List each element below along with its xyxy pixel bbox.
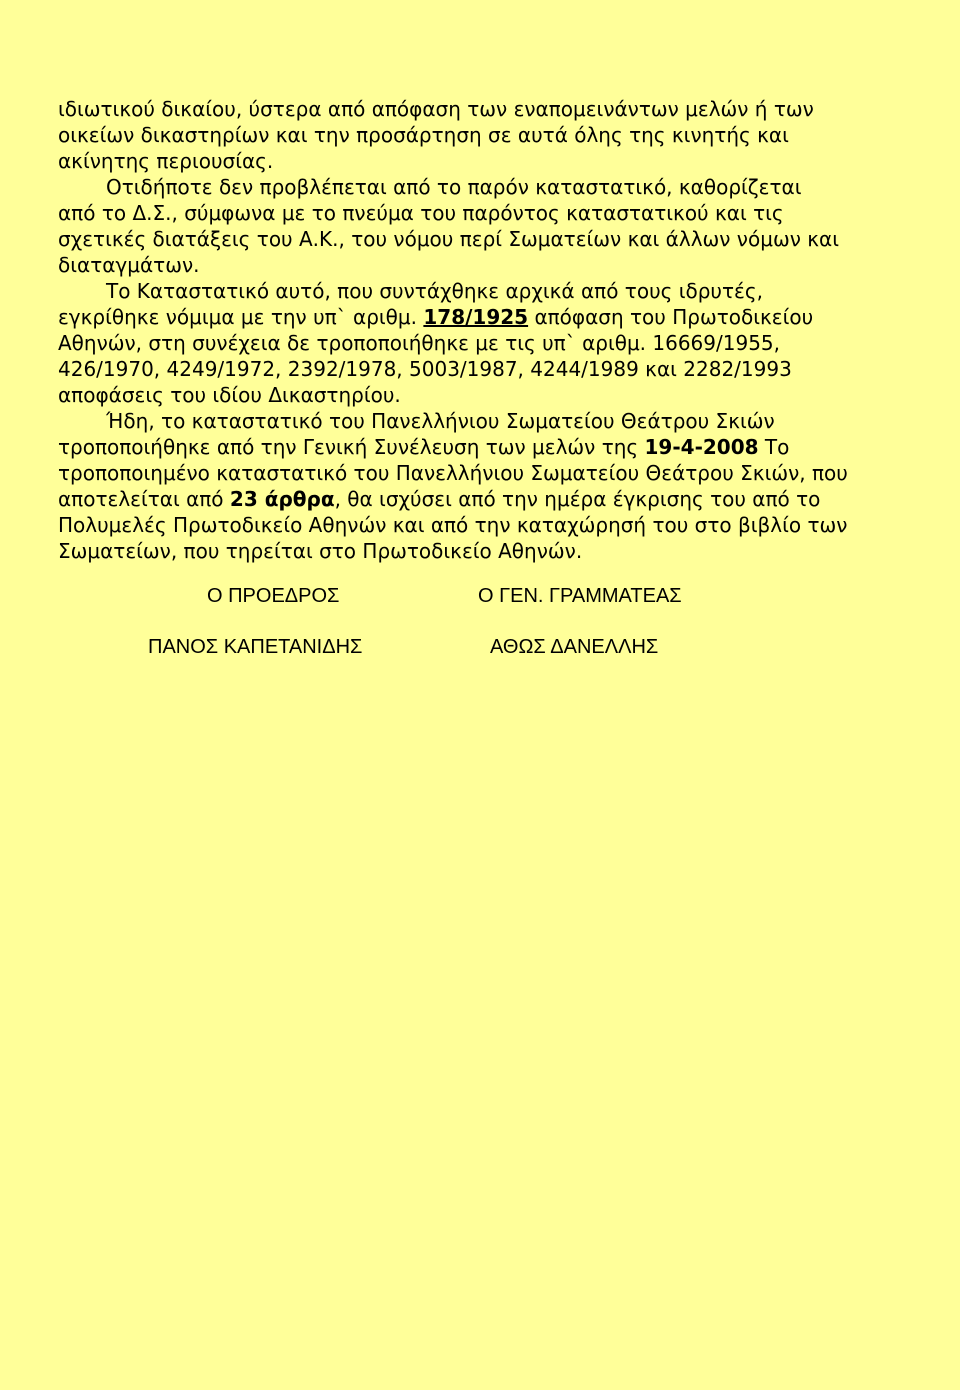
paragraph-dissolution [58, 96, 888, 174]
text-segment: , θα ισχύσει από την ημέρα έγκρισης του από το [334, 487, 821, 511]
text-line: ακίνητης περιουσίας. [58, 149, 274, 173]
president-name: ΠΑΝΟΣ ΚΑΠΕΤΑΝΙΔΗΣ [148, 636, 363, 658]
text-line [58, 486, 888, 512]
text-segment: τροποποιήθηκε από την Γενική Συνέλευση των μελών της [58, 435, 645, 459]
article-count: 23 άρθρα [229, 487, 335, 511]
paragraph-approval-history [58, 278, 888, 408]
text-line: Οτιδήποτε δεν προβλέπεται από το παρόν καταστατικό, καθορίζεται [106, 175, 802, 199]
text-segment: αποτελείται από [58, 487, 230, 511]
text-line: σχετικές διατάξεις του Α.Κ., του νόμου περί Σωματείων και άλλων νόμων και [58, 227, 839, 251]
text-segment: εγκρίθηκε νόμιμα με την υπ` αριθμ. [58, 305, 424, 329]
text-line [58, 434, 888, 460]
decision-number: 178/1925 [423, 305, 529, 329]
secretary-name: ΑΘΩΣ ΔΑΝΕΛΛΗΣ [490, 636, 659, 658]
text-line: αποφάσεις του ιδίου Δικαστηρίου. [58, 383, 401, 407]
text-line: τροποποιημένο καταστατικό του Πανελλήνιου Σωματείου Θεάτρου Σκιών, που [58, 461, 848, 485]
text-segment: απόφαση του Πρωτοδικείου [528, 305, 814, 329]
text-line [58, 304, 888, 330]
president-title: Ο ΠΡΟΕΔΡΟΣ [207, 585, 340, 607]
text-line: από το Δ.Σ., σύμφωνα με το πνεύμα του παρόντος καταστατικού και τις [58, 201, 784, 225]
text-line: διαταγμάτων. [58, 253, 200, 277]
document-body [58, 96, 888, 564]
text-line: Ήδη, το καταστατικό του Πανελλήνιου Σωματείου Θεάτρου Σκιών [106, 409, 775, 433]
text-segment: Το [758, 435, 790, 459]
text-line: οικείων δικαστηρίων και την προσάρτηση σε αυτά όλης της κινητής και [58, 123, 789, 147]
paragraph-other-provisions [58, 174, 888, 278]
text-line: ιδιωτικού δικαίου, ύστερα από απόφαση των εναπομεινάντων μελών ή των [58, 97, 814, 121]
text-line: Το Καταστατικό αυτό, που συντάχθηκε αρχικά από τους ιδρυτές, [106, 279, 763, 303]
paragraph-amendment [58, 408, 888, 564]
text-line: Αθηνών, στη συνέχεια δε τροποποιήθηκε με τις υπ` αριθμ. 16669/1955, [58, 331, 781, 355]
secretary-title: Ο ΓΕΝ. ΓΡΑΜΜΑΤΕΑΣ [478, 585, 682, 607]
text-line: 426/1970, 4249/1972, 2392/1978, 5003/1987, 4244/1989 και 2282/1993 [58, 357, 792, 381]
text-line: Πολυμελές Πρωτοδικείο Αθηνών και από την καταχώρησή του στο βιβλίο των [58, 513, 848, 537]
assembly-date: 19-4-2008 [644, 435, 759, 459]
text-line: Σωματείων, που τηρείται στο Πρωτοδικείο Αθηνών. [58, 539, 583, 563]
